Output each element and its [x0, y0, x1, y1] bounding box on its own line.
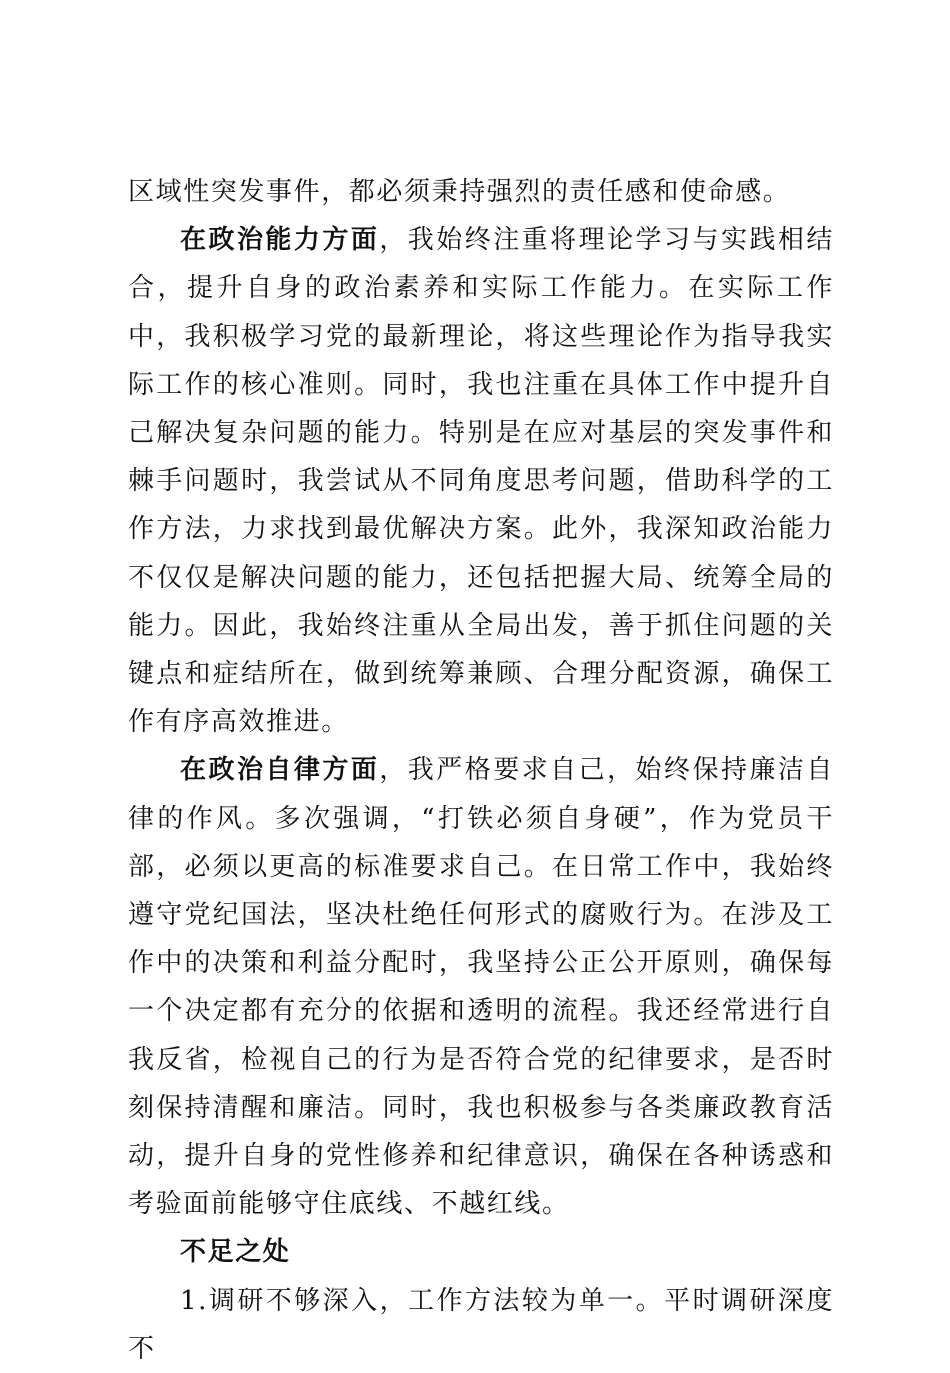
- paragraph-political-self-discipline: [128, 746, 834, 1228]
- paragraph-continuation: 区域性突发事件，都必须秉持强烈的责任感和使命感。: [128, 177, 791, 207]
- paragraph-body-political-self-discipline: ，我严格要求自己，始终保持廉洁自律的作风。多次强调，“打铁必须自身硬”，作为党员干部，必须以更高的标准要求自己。在日常工作中，我始终遵守党纪国法，坚决杜绝任何形式的腐败行为。在涉及工作中的决策和利益分配时，我坚持公正公开原则，确保每一个决定都有充分的依据和透明的流程。我还经常进行自我反省，检视自己的行为是否符合党的纪律要求，是否时刻保持清醒和廉洁。同时，我也积极参与各类廉政教育活动，提升自身的党性修养和纪律意识，确保在各种诱惑和考验面前能够守住底线、不越红线。: [128, 755, 834, 1220]
- paragraph-lead-political-ability: 在政治能力方面: [180, 225, 380, 256]
- paragraph-shortcoming-1: 1.调研不够深入，工作方法较为单一。平时调研深度不: [128, 1285, 834, 1364]
- paragraph-body-political-ability: ，我始终注重将理论学习与实践相结合，提升自身的政治素养和实际工作能力。在实际工作中，我积极学习党的最新理论，将这些理论作为指导我实际工作的核心准则。同时，我也注重在具体工作中提升自己解决复杂问题的能力。特别是在应对基层的突发事件和棘手问题时，我尝试从不同角度思考问题，借助科学的工作方法，力求找到最优解决方案。此外，我深知政治能力不仅仅是解决问题的能力，还包括把握大局、统筹全局的能力。因此，我始终注重从全局出发，善于抓住问题的关键点和症结所在，做到统筹兼顾、合理分配资源，确保工作有序高效推进。: [128, 225, 834, 738]
- section-heading-shortcomings: 不足之处: [180, 1237, 291, 1268]
- document-body: [128, 168, 834, 1373]
- paragraph-political-ability: [128, 216, 834, 746]
- paragraph-lead-political-self-discipline: 在政治自律方面: [180, 755, 380, 786]
